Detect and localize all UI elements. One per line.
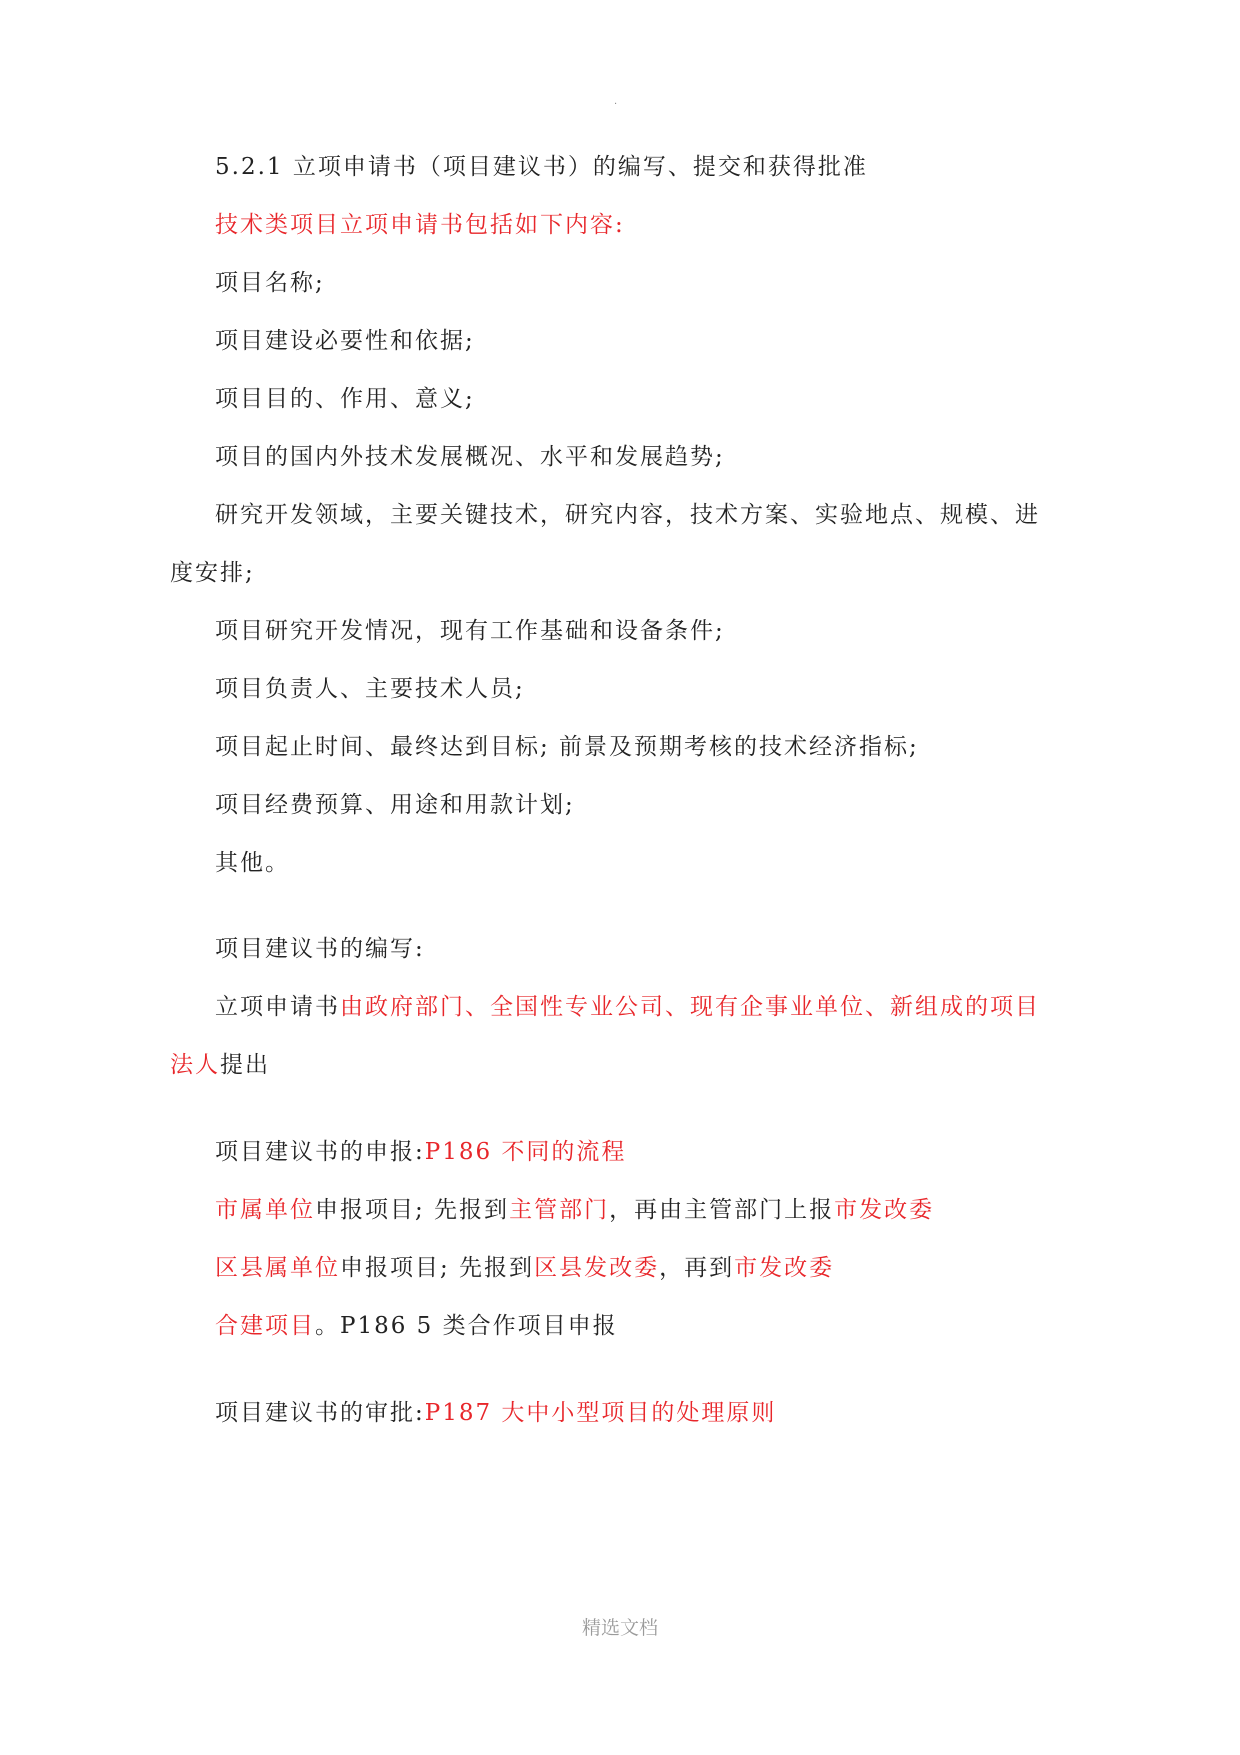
writing-line-1 (215, 992, 1040, 1022)
row1-unit: 市属单位 (215, 1197, 315, 1223)
row2-dept: 区县发改委 (534, 1255, 660, 1281)
submission-row-1 (215, 1195, 934, 1225)
row2-commission: 市发改委 (734, 1255, 835, 1281)
row1-commission: 市发改委 (834, 1197, 935, 1223)
writing-line-2 (170, 1050, 270, 1080)
page-footer: 精选文档 (581, 1617, 658, 1639)
list-item: 项目目的、作用、意义; (215, 386, 475, 412)
list-item: 项目名称; (215, 270, 325, 296)
section-heading: 5.2.1 立项申请书（项目建议书）的编写、提交和获得批准 (215, 154, 868, 180)
approval-title-red: P187 大中小型项目的处理原则 (424, 1400, 777, 1426)
writing-title: 项目建议书的编写: (215, 936, 425, 962)
writing-line-1-red: 由政府部门、全国性专业公司、现有企事业单位、新组成的项目 (340, 994, 1040, 1020)
row2-unit: 区县属单位 (215, 1255, 340, 1281)
submission-row-3 (215, 1311, 618, 1341)
row3-unit: 合建项目 (215, 1313, 315, 1339)
approval-title-prefix: 项目建议书的审批: (215, 1400, 425, 1426)
row2-text: 申报项目; 先报到 (340, 1255, 535, 1281)
list-item: 研究开发领域，主要关键技术，研究内容，技术方案、实验地点、规模、进 (215, 502, 1040, 528)
list-item: 项目起止时间、最终达到目标; 前景及预期考核的技术经济指标; (215, 734, 919, 760)
list-item: 其他。 (215, 850, 290, 876)
submission-title (215, 1137, 626, 1167)
row1-text-2: ，再由主管部门上报 (609, 1197, 835, 1223)
list-item: 项目经费预算、用途和用款计划; (215, 792, 575, 818)
list-item: 项目建设必要性和依据; (215, 328, 475, 354)
submission-row-2 (215, 1253, 834, 1283)
list-item-continuation: 度安排; (170, 560, 255, 586)
list-item: 项目负责人、主要技术人员; (215, 676, 525, 702)
intro-red: 技术类项目立项申请书包括如下内容: (215, 212, 625, 238)
row2-text-2: ，再到 (659, 1255, 735, 1281)
header-mark: . (614, 96, 618, 107)
writing-line-2-suffix: 提出 (220, 1052, 270, 1078)
approval-title (215, 1398, 776, 1428)
writing-line-2-red: 法人 (170, 1052, 220, 1078)
row1-dept: 主管部门 (509, 1197, 610, 1223)
list-item: 项目的国内外技术发展概况、水平和发展趋势; (215, 444, 725, 470)
row3-text: 。P186 5 类合作项目申报 (315, 1313, 618, 1339)
submission-title-red: P186 不同的流程 (424, 1139, 627, 1165)
list-item: 项目研究开发情况，现有工作基础和设备条件; (215, 618, 725, 644)
writing-line-1-prefix: 立项申请书 (215, 994, 340, 1020)
submission-title-prefix: 项目建议书的申报: (215, 1139, 425, 1165)
row1-text: 申报项目; 先报到 (315, 1197, 510, 1223)
